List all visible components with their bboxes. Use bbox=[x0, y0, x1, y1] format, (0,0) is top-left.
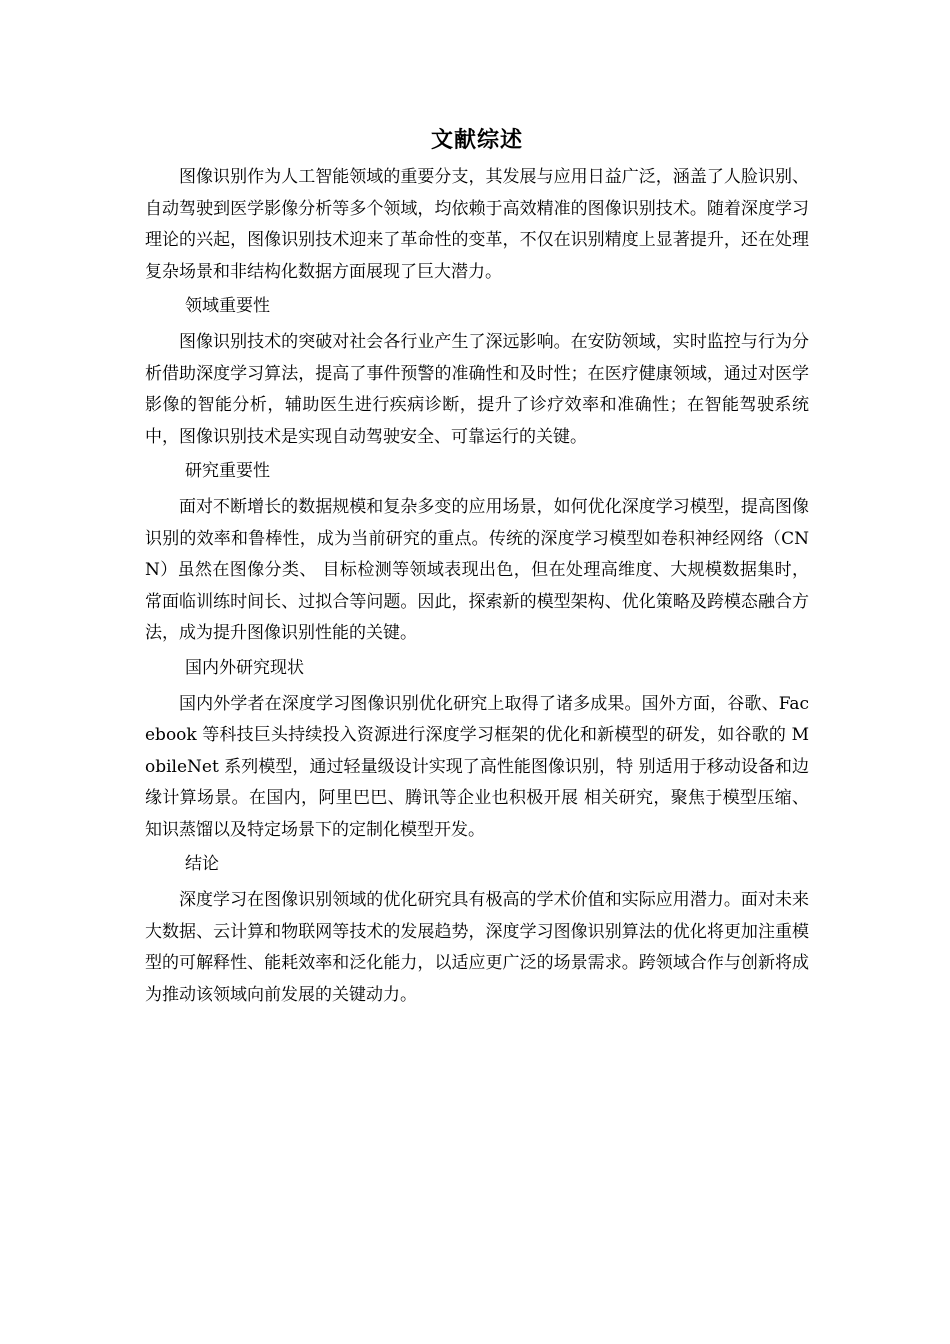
document-content bbox=[145, 118, 809, 1011]
section-heading-domain-importance: 领域重要性 bbox=[185, 296, 270, 316]
section-paragraph-conclusion: 深度学习在图像识别领域的优化研究具有极高的学术价值和实际应用潜力。面对未来大数据、云计算和物联网等技术的发展趋势，深度学习图像识别算法的优化将更加注重模型的可解释性、能耗效率和泛化能力，以适应更广泛的场景需求。跨领域合作与创新将成为推动该领域向前发展的关键动力。 bbox=[145, 890, 809, 1005]
section-heading-research-importance: 研究重要性 bbox=[185, 461, 270, 481]
section-heading-conclusion: 结论 bbox=[185, 854, 219, 874]
section-paragraph-research-importance: 面对不断增长的数据规模和复杂多变的应用场景，如何优化深度学习模型，提高图像识别的效率和鲁棒性，成为当前研究的重点。传统的深度学习模型如卷积神经网络（CNN）虽然在图像分类、 目标检测等领域表现出色，但在处理高维度、大规模数据集时，常面临训练时间长、过拟合等问题。因此，探索新的模型架构、优化策略及跨模态融合方法，成为提升图像识别性能的关键。 bbox=[145, 497, 809, 643]
document-title: 文献综述 bbox=[430, 127, 523, 153]
section-heading-research-status: 国内外研究现状 bbox=[185, 657, 304, 678]
intro-paragraph: 图像识别作为人工智能领域的重要分支，其发展与应用日益广泛，涵盖了人脸识别、自动驾驶到医学影像分析等多个领域，均依赖于高效精准的图像识别技术。随着深度学习理论的兴起，图像识别技术迎来了革命性的变革，不仅在识别精度上显著提升，还在处理复杂场景和非结构化数据方面展现了巨大潜力。 bbox=[145, 167, 809, 282]
section-paragraph-research-status: 国内外学者在深度学习图像识别优化研究上取得了诸多成果。国外方面，谷歌、Facebook 等科技巨头持续投入资源进行深度学习框架的优化和新模型的研发，如谷歌的 MobileNet 系列模型，通过轻量级设计实现了高性能图像识别，特 别适用于移动设备和边缘计算场景。在国内，阿里巴巴、腾讯等企业也积极开展 相关研究，聚焦于模型压缩、知识蒸馏以及特定场景下的定制化模型开发。 bbox=[145, 693, 809, 840]
section-paragraph-domain-importance: 图像识别技术的突破对社会各行业产生了深远影响。在安防领域，实时监控与行为分析借助深度学习算法，提高了事件预警的准确性和及时性；在医疗健康领域，通过对医学影像的智能分析，辅助医生进行疾病诊断，提升了诊疗效率和准确性；在智能驾驶系统中，图像识别技术是实现自动驾驶安全、可靠运行的关键。 bbox=[145, 332, 809, 447]
